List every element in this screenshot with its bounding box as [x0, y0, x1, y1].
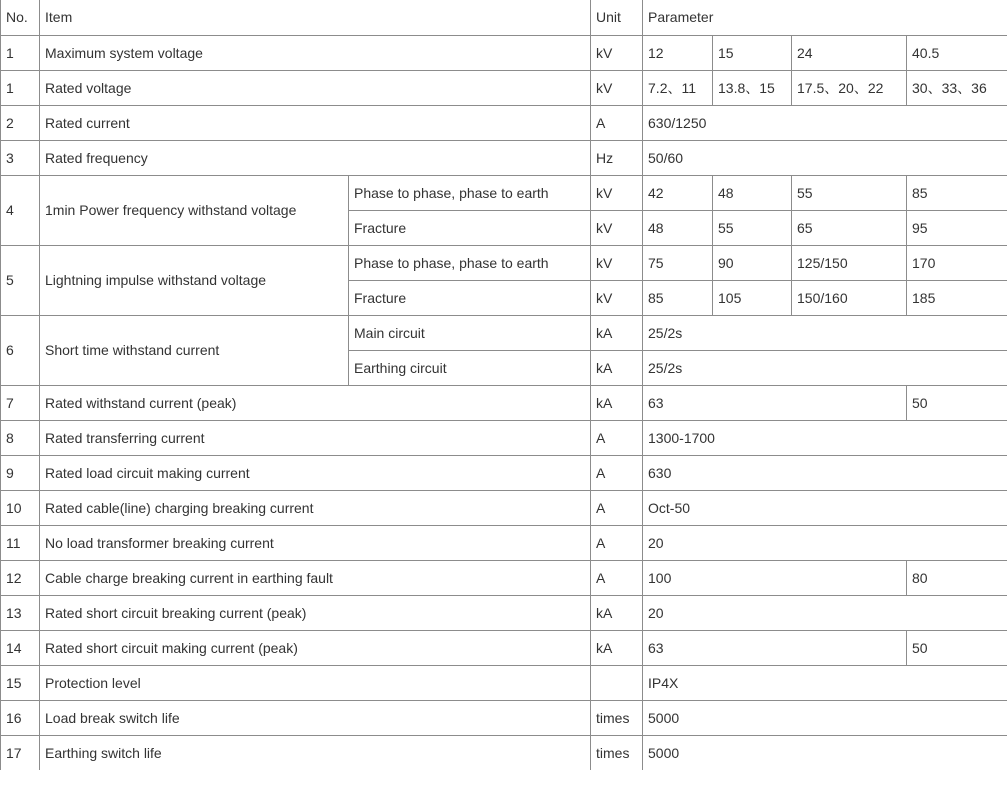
item-name: Short time withstand current — [40, 315, 349, 385]
unit: A — [591, 420, 643, 455]
row-number: 3 — [1, 140, 40, 175]
row-number: 6 — [1, 315, 40, 385]
parameter-value: 25/2s — [643, 350, 1007, 385]
header-parameter: Parameter — [643, 0, 1007, 35]
sub-item-name: Main circuit — [349, 315, 591, 350]
unit: A — [591, 525, 643, 560]
parameter-value: 55 — [713, 210, 792, 245]
header-unit: Unit — [591, 0, 643, 35]
parameter-value: 80 — [907, 560, 1007, 595]
parameter-value: 50 — [907, 385, 1007, 420]
parameter-value: 125/150 — [792, 245, 907, 280]
unit: kA — [591, 315, 643, 350]
item-name: Rated voltage — [40, 70, 591, 105]
unit: kA — [591, 385, 643, 420]
row-number: 8 — [1, 420, 40, 455]
table-row — [1, 420, 1007, 455]
row-number: 4 — [1, 175, 40, 245]
item-name: Rated load circuit making current — [40, 455, 591, 490]
unit: A — [591, 105, 643, 140]
unit: kV — [591, 280, 643, 315]
parameter-value: 50 — [907, 630, 1007, 665]
parameter-value: 17.5、20、22 — [792, 70, 907, 105]
item-name: Rated withstand current (peak) — [40, 385, 591, 420]
item-name: Protection level — [40, 665, 591, 700]
item-name: 1min Power frequency withstand voltage — [40, 175, 349, 245]
parameter-value: 75 — [643, 245, 713, 280]
item-name: Rated cable(line) charging breaking current — [40, 490, 591, 525]
header-item: Item — [40, 0, 591, 35]
parameter-value: 630/1250 — [643, 105, 1007, 140]
parameter-value: 48 — [643, 210, 713, 245]
parameter-value: 185 — [907, 280, 1007, 315]
item-name: Maximum system voltage — [40, 35, 591, 70]
parameter-value: 65 — [792, 210, 907, 245]
unit: times — [591, 700, 643, 735]
parameter-value: 90 — [713, 245, 792, 280]
parameter-value: 25/2s — [643, 315, 1007, 350]
parameter-value: 48 — [713, 175, 792, 210]
sub-item-name: Fracture — [349, 280, 591, 315]
parameter-value: 95 — [907, 210, 1007, 245]
table-row — [1, 490, 1007, 525]
table-row — [1, 700, 1007, 735]
item-name: No load transformer breaking current — [40, 525, 591, 560]
parameter-value: 20 — [643, 525, 1007, 560]
parameter-value: 15 — [713, 35, 792, 70]
unit: times — [591, 735, 643, 770]
row-number: 12 — [1, 560, 40, 595]
unit: kA — [591, 595, 643, 630]
item-name: Lightning impulse withstand voltage — [40, 245, 349, 315]
parameter-value: 24 — [792, 35, 907, 70]
item-name: Cable charge breaking current in earthing fault — [40, 560, 591, 595]
sub-item-name: Earthing circuit — [349, 350, 591, 385]
parameter-value: 7.2、11 — [643, 70, 713, 105]
parameter-value: 30、33、36 — [907, 70, 1007, 105]
row-number: 7 — [1, 385, 40, 420]
parameter-value: 105 — [713, 280, 792, 315]
table-row — [1, 175, 1007, 210]
parameter-value: 42 — [643, 175, 713, 210]
row-number: 13 — [1, 595, 40, 630]
table-row — [1, 385, 1007, 420]
parameter-value: 50/60 — [643, 140, 1007, 175]
table-row — [1, 665, 1007, 700]
row-number: 16 — [1, 700, 40, 735]
item-name: Rated current — [40, 105, 591, 140]
row-number: 2 — [1, 105, 40, 140]
parameter-value: 12 — [643, 35, 713, 70]
table-row — [1, 630, 1007, 665]
unit: kV — [591, 70, 643, 105]
parameter-value: 13.8、15 — [713, 70, 792, 105]
item-name: Earthing switch life — [40, 735, 591, 770]
item-name: Rated frequency — [40, 140, 591, 175]
table-row — [1, 70, 1007, 105]
parameter-value: 85 — [907, 175, 1007, 210]
parameter-value: 630 — [643, 455, 1007, 490]
parameter-value: 85 — [643, 280, 713, 315]
table-row — [1, 105, 1007, 140]
row-number: 5 — [1, 245, 40, 315]
parameter-value: 55 — [792, 175, 907, 210]
unit: Hz — [591, 140, 643, 175]
row-number: 1 — [1, 70, 40, 105]
sub-item-name: Phase to phase, phase to earth — [349, 245, 591, 280]
table-row — [1, 455, 1007, 490]
parameter-value: Oct-50 — [643, 490, 1007, 525]
header-row — [1, 0, 1007, 35]
parameter-value: 150/160 — [792, 280, 907, 315]
unit: kV — [591, 35, 643, 70]
unit: A — [591, 490, 643, 525]
parameter-value: 5000 — [643, 700, 1007, 735]
item-name: Rated transferring current — [40, 420, 591, 455]
parameter-value: 63 — [643, 385, 907, 420]
unit: A — [591, 560, 643, 595]
unit — [591, 665, 643, 700]
parameter-value: IP4X — [643, 665, 1007, 700]
table-row — [1, 560, 1007, 595]
item-name: Rated short circuit making current (peak) — [40, 630, 591, 665]
unit: kA — [591, 350, 643, 385]
item-name: Load break switch life — [40, 700, 591, 735]
table-row — [1, 525, 1007, 560]
parameter-value: 20 — [643, 595, 1007, 630]
row-number: 17 — [1, 735, 40, 770]
unit: kV — [591, 245, 643, 280]
row-number: 15 — [1, 665, 40, 700]
parameter-value: 100 — [643, 560, 907, 595]
table-row — [1, 595, 1007, 630]
row-number: 9 — [1, 455, 40, 490]
parameter-value: 63 — [643, 630, 907, 665]
row-number: 1 — [1, 35, 40, 70]
parameter-value: 1300-1700 — [643, 420, 1007, 455]
parameter-value: 40.5 — [907, 35, 1007, 70]
unit: A — [591, 455, 643, 490]
table-body — [1, 0, 1007, 770]
row-number: 10 — [1, 490, 40, 525]
table-row — [1, 245, 1007, 280]
unit: kV — [591, 175, 643, 210]
table-row — [1, 35, 1007, 70]
header-no: No. — [1, 0, 40, 35]
sub-item-name: Fracture — [349, 210, 591, 245]
table-row — [1, 735, 1007, 770]
table-row — [1, 140, 1007, 175]
parameter-value: 5000 — [643, 735, 1007, 770]
row-number: 11 — [1, 525, 40, 560]
parameter-value: 170 — [907, 245, 1007, 280]
item-name: Rated short circuit breaking current (peak) — [40, 595, 591, 630]
sub-item-name: Phase to phase, phase to earth — [349, 175, 591, 210]
table-row — [1, 315, 1007, 350]
unit: kA — [591, 630, 643, 665]
unit: kV — [591, 210, 643, 245]
row-number: 14 — [1, 630, 40, 665]
